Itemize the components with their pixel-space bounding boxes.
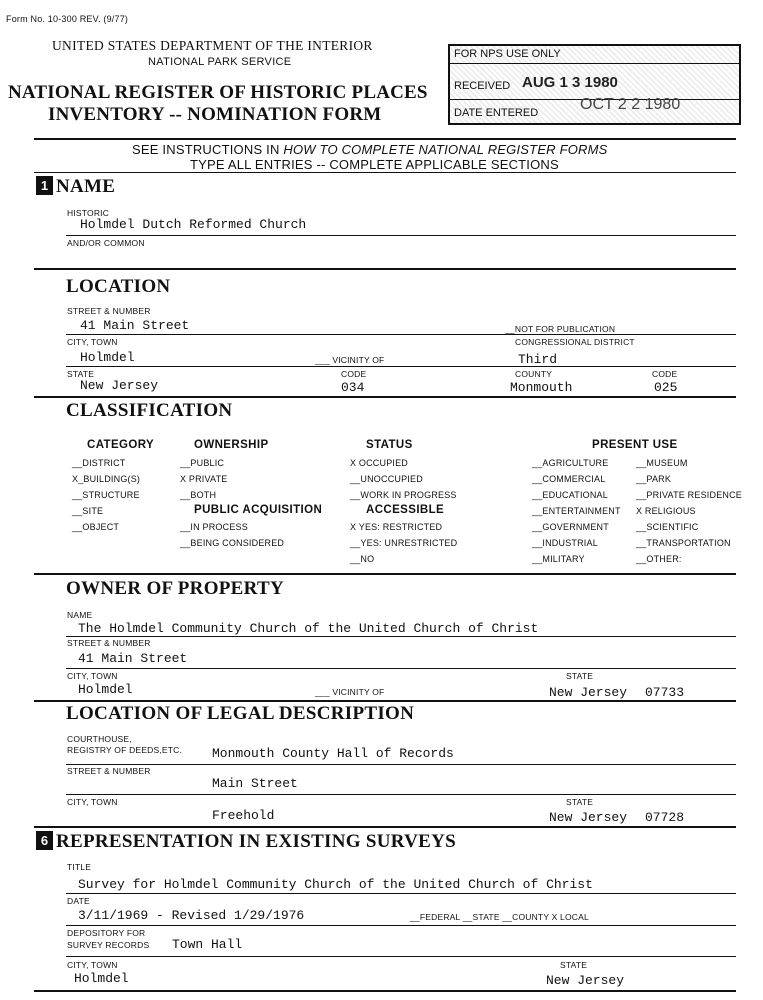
owner-name-label: NAME xyxy=(67,610,93,620)
present-use-header: PRESENT USE xyxy=(592,439,678,451)
survey-date-value: 3/11/1969 - Revised 1/29/1976 xyxy=(78,908,305,923)
section-1-heading xyxy=(36,176,115,198)
present-use-option[interactable]: __INDUSTRIAL xyxy=(532,538,598,548)
survey-level-options[interactable]: __FEDERAL __STATE __COUNTY X LOCAL xyxy=(410,912,589,922)
section-5-title: LOCATION OF LEGAL DESCRIPTION xyxy=(66,703,415,724)
nps-box-header: FOR NPS USE ONLY xyxy=(454,48,561,60)
present-use-option[interactable]: __COMMERCIAL xyxy=(532,474,606,484)
acquisition-option[interactable]: __IN PROCESS xyxy=(180,522,248,532)
accessible-option[interactable]: __YES: UNRESTRICTED xyxy=(350,538,458,548)
status-header: STATUS xyxy=(366,439,413,451)
form-subtitle: INVENTORY -- NOMINATION FORM xyxy=(48,104,382,125)
owner-state-value: New Jersey xyxy=(549,685,628,700)
accessible-option[interactable]: X YES: RESTRICTED xyxy=(350,522,443,532)
congressional-district-value: Third xyxy=(518,352,558,367)
not-for-publication: __NOT FOR PUBLICATION xyxy=(505,324,616,334)
courthouse-value: Monmouth County Hall of Records xyxy=(212,746,454,761)
present-use-option[interactable]: __PRIVATE RESIDENCE xyxy=(636,490,742,500)
category-header: CATEGORY xyxy=(87,439,155,451)
date-entered-label: DATE ENTERED xyxy=(454,107,539,119)
owner-city-label: CITY, TOWN xyxy=(67,671,118,681)
category-option[interactable]: __STRUCTURE xyxy=(72,490,140,500)
legal-state-label: STATE xyxy=(566,797,594,807)
section-4-title: OWNER OF PROPERTY xyxy=(66,578,285,599)
received-stamp: AUG 1 3 1980 xyxy=(522,74,618,91)
ownership-list xyxy=(180,458,227,506)
legal-street-value: Main Street xyxy=(212,776,298,791)
historic-label: HISTORIC xyxy=(67,208,110,218)
ownership-option[interactable]: __BOTH xyxy=(180,490,217,500)
county-code: 025 xyxy=(654,380,678,395)
present-use-option[interactable]: __GOVERNMENT xyxy=(532,522,609,532)
owner-zip: 07733 xyxy=(645,685,685,700)
status-option[interactable]: __WORK IN PROGRESS xyxy=(350,490,457,500)
owner-name-value: The Holmdel Community Church of the United Church of Christ xyxy=(78,621,539,636)
category-list xyxy=(72,458,140,538)
nps-use-box xyxy=(448,44,741,125)
survey-records-label: SURVEY RECORDS xyxy=(67,940,150,950)
acquisition-option[interactable]: __BEING CONSIDERED xyxy=(180,538,285,548)
street-value: 41 Main Street xyxy=(80,318,190,333)
county-code-label: CODE xyxy=(652,369,678,379)
present-use-option[interactable]: __PARK xyxy=(636,474,672,484)
present-use-option[interactable]: __SCIENTIFIC xyxy=(636,522,699,532)
state-code-label: CODE xyxy=(341,369,367,379)
survey-title-label: TITLE xyxy=(67,862,92,872)
survey-date-label: DATE xyxy=(67,896,90,906)
depository-value: Town Hall xyxy=(172,937,243,952)
state-code: 034 xyxy=(341,380,365,395)
section-1-number: 1 xyxy=(36,176,53,195)
accessible-list xyxy=(350,522,457,570)
date-entered-stamp: OCT 2 2 1980 xyxy=(580,96,681,113)
section-2-title: LOCATION xyxy=(66,276,171,297)
common-name-label: AND/OR COMMON xyxy=(67,238,145,248)
form-title: NATIONAL REGISTER OF HISTORIC PLACES xyxy=(8,82,428,103)
historic-name: Holmdel Dutch Reformed Church xyxy=(80,217,307,232)
present-use-option[interactable]: __OTHER: xyxy=(636,554,682,564)
legal-city-label: CITY, TOWN xyxy=(67,797,118,807)
owner-state-label: STATE xyxy=(566,671,594,681)
legal-zip: 07728 xyxy=(645,810,685,825)
legal-state-value: New Jersey xyxy=(549,810,628,825)
instructions-line2: TYPE ALL ENTRIES -- COMPLETE APPLICABLE SECTIONS xyxy=(190,157,559,172)
ownership-option[interactable]: X PRIVATE xyxy=(180,474,228,484)
vicinity-of: ___ VICINITY OF xyxy=(315,355,385,365)
county-label: COUNTY xyxy=(515,369,553,379)
owner-street-value: 41 Main Street xyxy=(78,651,188,666)
present-use-option[interactable]: __AGRICULTURE xyxy=(532,458,609,468)
congressional-district-label: CONGRESSIONAL DISTRICT xyxy=(515,337,635,347)
category-option[interactable]: __SITE xyxy=(72,506,104,516)
present-use-left-list xyxy=(532,458,621,570)
present-use-option[interactable]: __MILITARY xyxy=(532,554,585,564)
category-option[interactable]: __DISTRICT xyxy=(72,458,126,468)
owner-vicinity-of: ___ VICINITY OF xyxy=(315,687,385,697)
agency-subname: NATIONAL PARK SERVICE xyxy=(148,56,292,68)
ownership-header: OWNERSHIP xyxy=(194,439,269,451)
survey-state-label: STATE xyxy=(560,960,588,970)
survey-state-value: New Jersey xyxy=(546,973,625,988)
courthouse-label: COURTHOUSE, xyxy=(67,734,132,744)
survey-city-value: Holmdel xyxy=(74,971,129,986)
acquisition-list xyxy=(180,522,284,554)
state-value: New Jersey xyxy=(80,378,159,393)
legal-city-value: Freehold xyxy=(212,808,275,823)
status-option[interactable]: __UNOCCUPIED xyxy=(350,474,423,484)
present-use-option[interactable]: __ENTERTAINMENT xyxy=(532,506,621,516)
present-use-right-list xyxy=(636,458,742,570)
instructions-see: SEE INSTRUCTIONS IN xyxy=(132,142,284,157)
present-use-option[interactable]: __TRANSPORTATION xyxy=(636,538,731,548)
accessible-header: ACCESSIBLE xyxy=(366,504,445,516)
present-use-option[interactable]: __MUSEUM xyxy=(636,458,688,468)
received-label: RECEIVED xyxy=(454,80,511,92)
present-use-option[interactable]: X RELIGIOUS xyxy=(636,506,696,516)
section-6-heading xyxy=(36,831,456,853)
category-option[interactable]: __OBJECT xyxy=(72,522,120,532)
agency-name: UNITED STATES DEPARTMENT OF THE INTERIOR xyxy=(52,38,373,53)
public-acquisition-header: PUBLIC ACQUISITION xyxy=(194,504,323,516)
section-6-number: 6 xyxy=(36,831,53,850)
status-option[interactable]: X OCCUPIED xyxy=(350,458,409,468)
accessible-option[interactable]: __NO xyxy=(350,554,375,564)
owner-city-value: Holmdel xyxy=(78,682,133,697)
present-use-option[interactable]: __EDUCATIONAL xyxy=(532,490,608,500)
legal-street-label: STREET & NUMBER xyxy=(67,766,151,776)
city-label: CITY, TOWN xyxy=(67,337,118,347)
county-value: Monmouth xyxy=(510,380,573,395)
state-label: STATE xyxy=(67,369,95,379)
instructions-guide-title: HOW TO COMPLETE NATIONAL REGISTER FORMS xyxy=(283,142,608,157)
form-number: Form No. 10-300 REV. (9/77) xyxy=(6,14,129,24)
status-list xyxy=(350,458,457,506)
section-1-title: NAME xyxy=(56,176,116,197)
category-option[interactable]: X_BUILDING(S) xyxy=(72,474,141,484)
survey-city-label: CITY, TOWN xyxy=(67,960,118,970)
instructions-line1 xyxy=(132,142,608,157)
registry-label: REGISTRY OF DEEDS,ETC. xyxy=(67,745,183,755)
section-3-title: CLASSIFICATION xyxy=(66,400,233,421)
depository-label: DEPOSITORY FOR xyxy=(67,928,146,938)
owner-street-label: STREET & NUMBER xyxy=(67,638,151,648)
section-6-title: REPRESENTATION IN EXISTING SURVEYS xyxy=(56,831,457,852)
street-label: STREET & NUMBER xyxy=(67,306,151,316)
survey-title-value: Survey for Holmdel Community Church of the United Church of Christ xyxy=(78,877,593,892)
city-value: Holmdel xyxy=(80,350,135,365)
ownership-option[interactable]: __PUBLIC xyxy=(180,458,225,468)
